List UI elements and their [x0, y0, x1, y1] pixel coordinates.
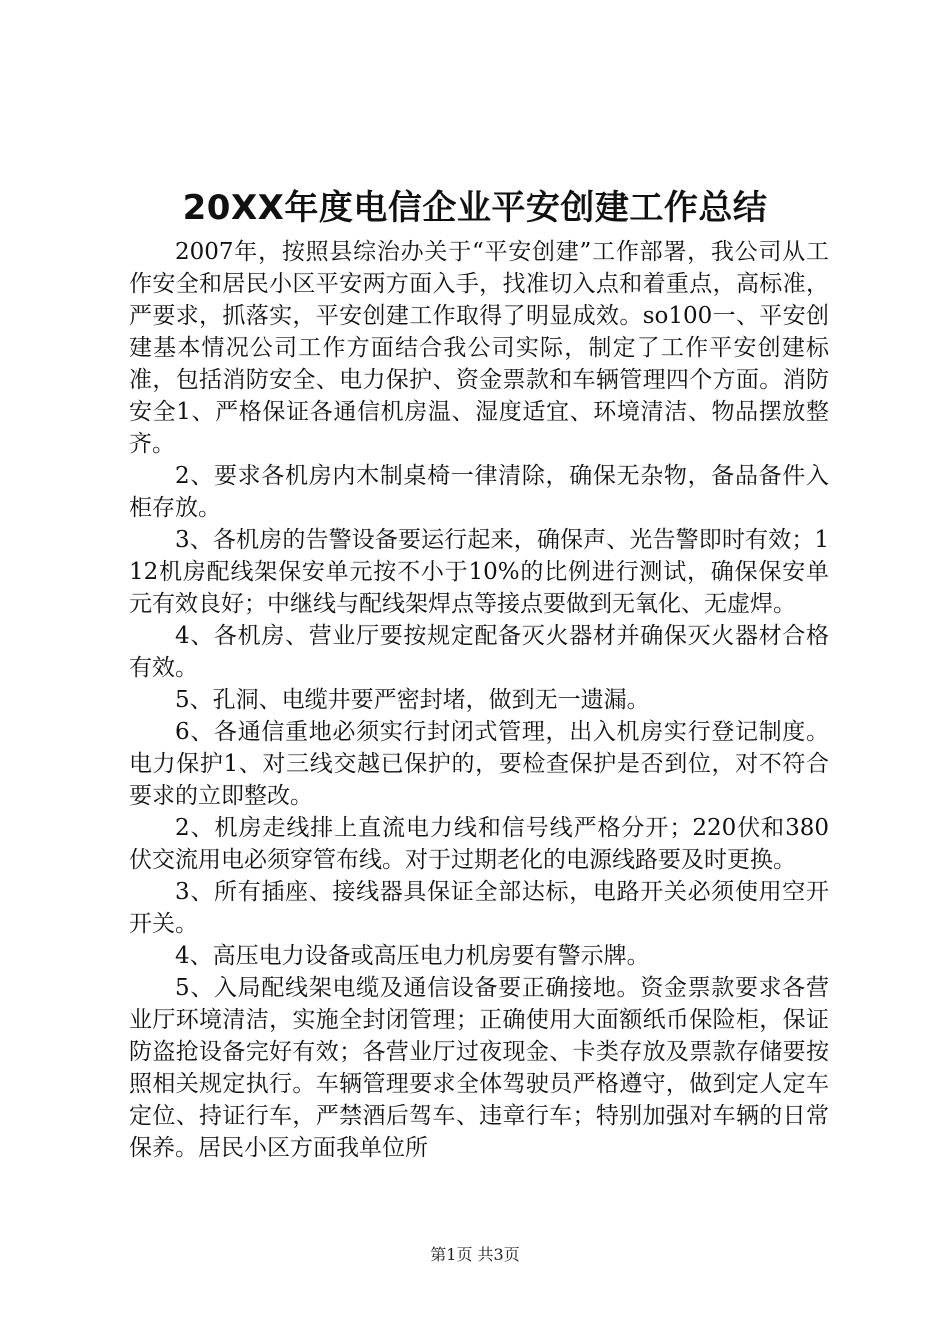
paragraph-item: 3、所有插座、接线器具保证全部达标，电路开关必须使用空开开关。: [129, 879, 829, 937]
paragraph-item: 6、各通信重地必须实行封闭式管理，出入机房实行登记制度。电力保护1、对三线交越已保护的，要检查保护是否到位，对不符合要求的立即整改。: [129, 719, 829, 809]
paragraph-item: 2、要求各机房内木制桌椅一律清除，确保无杂物，备品备件入柜存放。: [129, 463, 829, 521]
paragraph-item: 5、入局配线架电缆及通信设备要正确接地。资金票款要求各营业厅环境清洁，实施全封闭管理；正确使用大面额纸币保险柜，保证防盗抢设备完好有效；各营业厅过夜现金、卡类存放及票款存储要按照相关规定执行。车辆管理要求全体驾驶员严格遵守，做到定人定车定位、持证行车，严禁酒后驾车、违章行车；特别加强对车辆的日常保养。居民小区方面我单位所: [129, 975, 829, 1161]
paragraph-item: 4、高压电力设备或高压电力机房要有警示牌。: [175, 943, 650, 969]
paragraph-item: 3、各机房的告警设备要运行起来，确保声、光告警即时有效；112机房配线架保安单元按不小于10%的比例进行测试，确保保安单元有效良好；中继线与配线架焊点等接点要做到无氧化、无虚焊。: [129, 527, 829, 617]
document-body: [129, 236, 829, 1164]
paragraph-item: 5、孔洞、电缆井要严密封堵，做到无一遗漏。: [175, 687, 650, 713]
paragraph-item: 4、各机房、营业厅要按规定配备灭火器材并确保灭火器材合格有效。: [129, 623, 829, 681]
document-title: 20XX年度电信企业平安创建工作总结: [182, 188, 768, 228]
paragraph-intro: 2007年，按照县综治办关于“平安创建”工作部署，我公司从工作安全和居民小区平安两方面入手，找准切入点和着重点，高标准，严要求，抓落实，平安创建工作取得了明显成效。so100一、平安创建基本情况公司工作方面结合我公司实际，制定了工作平安创建标准，包括消防安全、电力保护、资金票款和车辆管理四个方面。消防安全1、严格保证各通信机房温、湿度适宜、环境清洁、物品摆放整齐。: [129, 239, 829, 457]
paragraph-item: 2、机房走线排上直流电力线和信号线严格分开；220伏和380伏交流用电必须穿管布线。对于过期老化的电源线路要及时更换。: [129, 815, 829, 873]
page-number-footer: 第1页 共3页: [430, 1245, 520, 1264]
